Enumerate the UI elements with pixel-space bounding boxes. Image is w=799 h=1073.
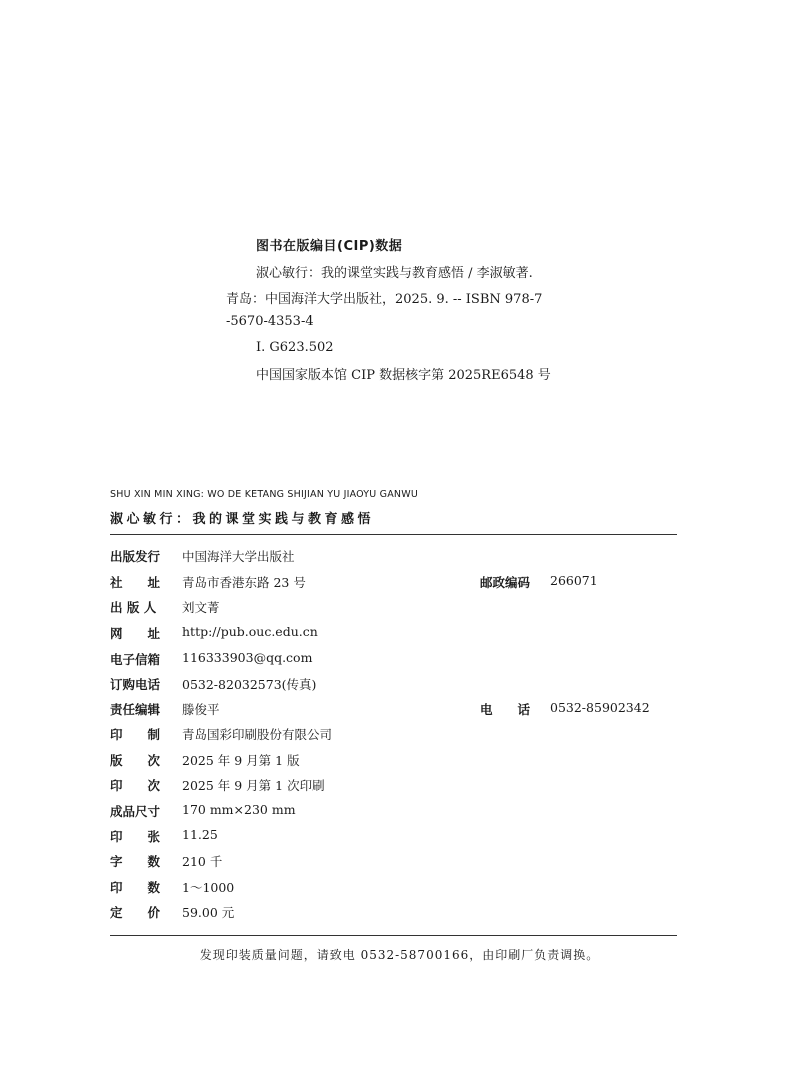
colophon-label: 责任编辑 bbox=[110, 702, 161, 717]
colophon-value: 116333903@qq.com bbox=[182, 650, 313, 665]
colophon-value: 刘文菁 bbox=[182, 600, 220, 615]
cip-line-1: 淑心敏行：我的课堂实践与教育感悟 / 李淑敏著. bbox=[256, 266, 533, 281]
colophon-value: 59.00 元 bbox=[182, 905, 235, 920]
quality-notice: 发现印装质量问题，请致电 0532-58700166，由印刷厂负责调换。 bbox=[199, 948, 600, 962]
bottom-divider bbox=[110, 935, 677, 936]
colophon-label: 电子信箱 bbox=[110, 652, 161, 667]
colophon-value: 210 千 bbox=[182, 854, 223, 869]
colophon-value: 11.25 bbox=[182, 827, 218, 842]
colophon-value: 1～1000 bbox=[182, 880, 235, 895]
colophon-label: 印 数 bbox=[110, 880, 161, 895]
cip-line-5: 中国国家版本馆 CIP 数据核字第 2025RE6548 号 bbox=[256, 368, 551, 383]
colophon-label: 定 价 bbox=[110, 905, 161, 920]
colophon-label: 社 址 bbox=[110, 575, 161, 590]
cip-line-3: -5670-4353-4 bbox=[226, 314, 314, 329]
colophon-label: 印 次 bbox=[110, 778, 161, 793]
colophon-value-postcode: 266071 bbox=[550, 573, 598, 588]
colophon-label: 出版发行 bbox=[110, 549, 161, 564]
colophon-value: 滕俊平 bbox=[182, 702, 220, 717]
colophon-value: http://pub.ouc.edu.cn bbox=[182, 624, 318, 639]
book-title-pinyin: SHU XIN MIN XING: WO DE KETANG SHIJIAN YU JIAOYU GANWU bbox=[110, 489, 418, 500]
colophon-label: 出 版 人 bbox=[110, 600, 157, 615]
cip-line-2: 青岛：中国海洋大学出版社，2025. 9. -- ISBN 978-7 bbox=[226, 292, 543, 307]
colophon-label: 字 数 bbox=[110, 854, 161, 869]
colophon-label: 印 制 bbox=[110, 727, 161, 742]
colophon-value: 青岛国彩印刷股份有限公司 bbox=[182, 727, 333, 742]
colophon-value: 2025 年 9 月第 1 次印刷 bbox=[182, 778, 325, 793]
colophon-label: 成品尺寸 bbox=[110, 804, 161, 819]
colophon-label: 订购电话 bbox=[110, 677, 161, 692]
colophon-value-phone: 0532-85902342 bbox=[550, 700, 650, 715]
colophon-value: 中国海洋大学出版社 bbox=[182, 549, 295, 564]
colophon-label: 印 张 bbox=[110, 829, 161, 844]
colophon-value: 2025 年 9 月第 1 版 bbox=[182, 753, 300, 768]
cip-line-4: Ⅰ. G623.502 bbox=[256, 340, 334, 355]
book-title: 淑心敏行：我的课堂实践与教育感悟 bbox=[110, 512, 375, 527]
colophon-value: 170 mm×230 mm bbox=[182, 802, 296, 817]
colophon-label-postcode: 邮政编码 bbox=[480, 575, 531, 590]
colophon-label: 网 址 bbox=[110, 626, 161, 641]
top-divider bbox=[110, 534, 677, 535]
colophon-label: 版 次 bbox=[110, 753, 161, 768]
cip-title: 图书在版编目(CIP)数据 bbox=[256, 239, 403, 254]
colophon-label-phone: 电 话 bbox=[480, 702, 531, 717]
colophon-value: 0532-82032573(传真) bbox=[182, 677, 317, 692]
colophon-value: 青岛市香港东路 23 号 bbox=[182, 575, 306, 590]
